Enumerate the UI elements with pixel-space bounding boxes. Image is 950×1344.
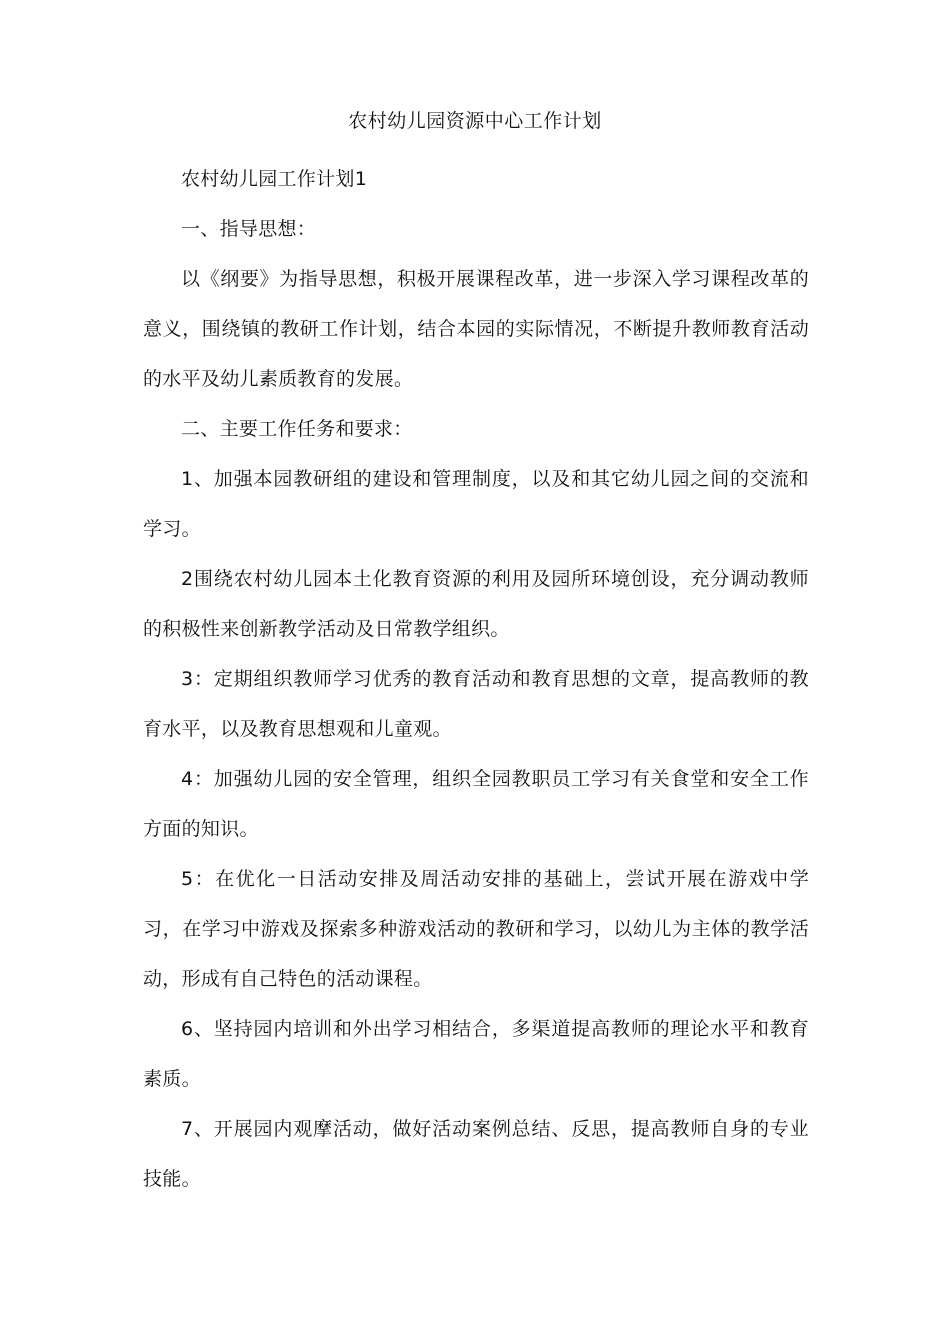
paragraph-section-1-heading: 一、指导思想： bbox=[181, 218, 317, 240]
paragraph-task-6: 6、坚持园内培训和外出学习相结合，多渠道提高教师的理论水平和教育素质。 bbox=[143, 1018, 809, 1090]
paragraph-task-5: 5：在优化一日活动安排及周活动安排的基础上，尝试开展在游戏中学习，在学习中游戏及探索多种游戏活动的教研和学习，以幼儿为主体的教学活动，形成有自己特色的活动课程。 bbox=[143, 868, 809, 990]
paragraph-task-3: 3：定期组织教师学习优秀的教育活动和教育思想的文章，提高教师的教育水平，以及教育思想观和儿童观。 bbox=[143, 668, 809, 740]
paragraph-plan-heading: 农村幼儿园工作计划1 bbox=[181, 168, 368, 190]
paragraph-task-2: 2围绕农村幼儿园本土化教育资源的利用及园所环境创设，充分调动教师的积极性来创新教学活动及日常教学组织。 bbox=[143, 568, 809, 640]
paragraph-guiding-thought: 以《纲要》为指导思想，积极开展课程改革，进一步深入学习课程改革的意义，围绕镇的教研工作计划，结合本园的实际情况，不断提升教师教育活动的水平及幼儿素质教育的发展。 bbox=[143, 268, 809, 390]
paragraph-task-4: 4：加强幼儿园的安全管理，组织全园教职员工学习有关食堂和安全工作方面的知识。 bbox=[143, 768, 809, 840]
paragraph-section-2-heading: 二、主要工作任务和要求： bbox=[181, 418, 413, 440]
paragraph-task-7: 7、开展园内观摩活动，做好活动案例总结、反思，提高教师自身的专业技能。 bbox=[143, 1118, 809, 1190]
paragraph-task-1: 1、加强本园教研组的建设和管理制度，以及和其它幼儿园之间的交流和学习。 bbox=[143, 468, 809, 540]
document-body bbox=[143, 154, 809, 1204]
document-title: 农村幼儿园资源中心工作计划 bbox=[348, 110, 602, 132]
